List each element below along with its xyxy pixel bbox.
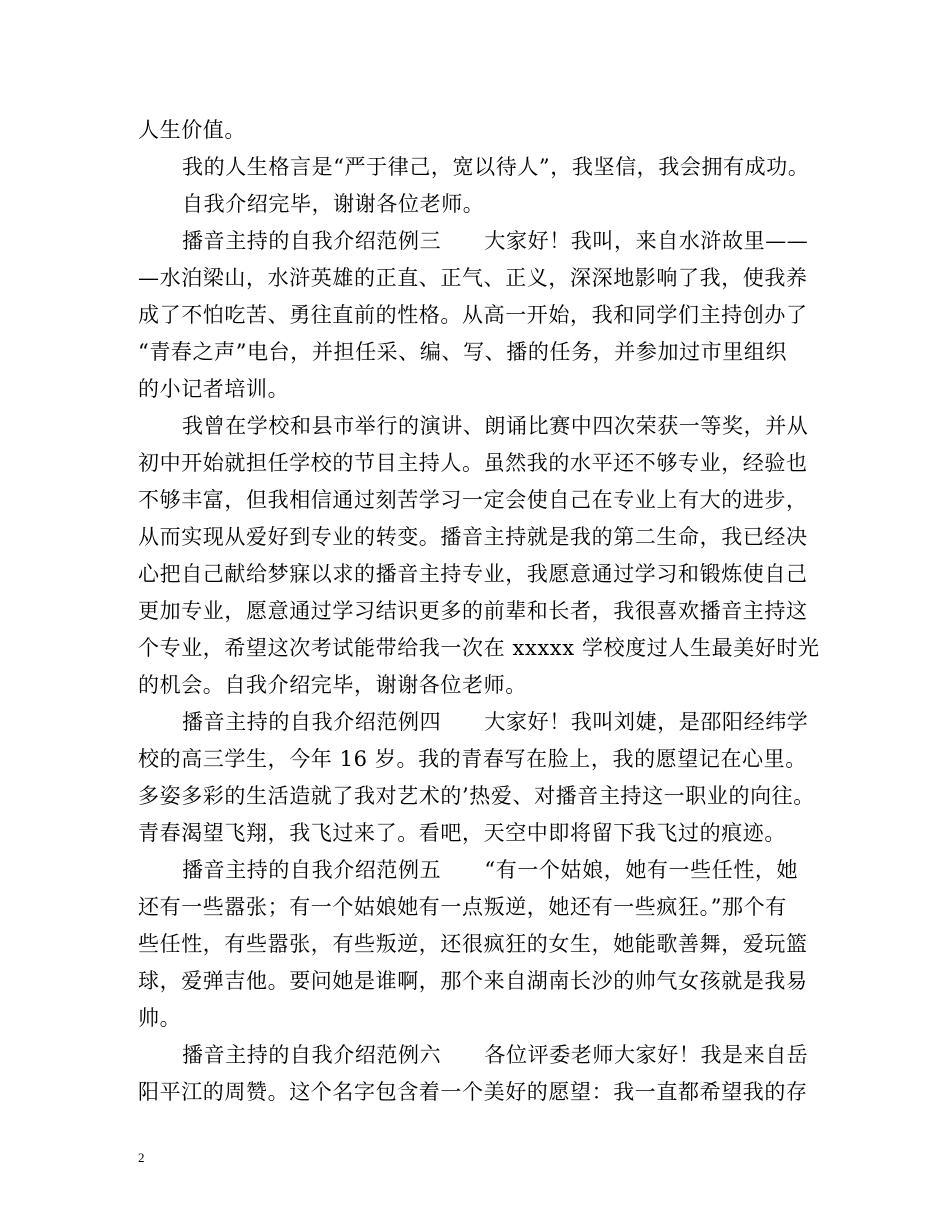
- text-line-21: 播音主持的自我介绍范例五 “有一个姑娘，她有一些任性，她: [182, 858, 799, 882]
- text-line-7: “青春之声”电台，并担任采、编、写、播的任务，并参加过市里组织: [138, 340, 788, 364]
- text-line-16: 的机会。自我介绍完毕，谢谢各位老师。: [138, 673, 527, 697]
- text-line-18: 校的高三学生，今年 16 岁。我的青春写在脸上，我的愿望记在心里。: [138, 747, 807, 771]
- text-line-2: 我的人生格言是“严于律己，宽以待人”，我坚信，我会拥有成功。: [182, 155, 810, 179]
- text-line-5: —水泊梁山，水浒英雄的正直、正气、正义，深深地影响了我，使我养: [138, 266, 808, 290]
- text-line-13: 心把自己献给梦寐以求的播音主持专业，我愿意通过学习和锻炼使自己: [138, 562, 808, 586]
- text-line-24: 球，爱弹吉他。要问她是谁啊，那个来自湖南长沙的帅气女孩就是我易: [138, 969, 808, 993]
- page-number: 2: [138, 1150, 145, 1165]
- text-line-8: 的小记者培训。: [138, 377, 290, 401]
- text-line-4: 播音主持的自我介绍范例三 大家好！我叫，来自水浒故里——: [182, 229, 809, 253]
- text-line-20: 青春渴望飞翔，我飞过来了。看吧，天空中即将留下我飞过的痕迹。: [138, 821, 786, 845]
- text-line-25: 帅。: [138, 1006, 182, 1030]
- body-text: [138, 112, 828, 1111]
- text-line-12: 从而实现从爱好到专业的转变。播音主持就是我的第二生命，我已经决: [138, 525, 808, 549]
- text-line-23: 些任性，有些嚣张，有些叛逆，还很疯狂的女生，她能歌善舞，爱玩篮: [138, 932, 808, 956]
- text-line-10: 初中开始就担任学校的节目主持人。虽然我的水平还不够专业，经验也: [138, 451, 808, 475]
- text-line-19: 多姿多彩的生活造就了我对艺术的’热爱、对播音主持这一职业的向往。: [138, 784, 815, 808]
- text-line-22: 还有一些嚣张；有一个姑娘她有一点叛逆，她还有一些疯狂。”那个有: [138, 895, 787, 919]
- text-line-11: 不够丰富，但我相信通过刻苦学习一定会使自己在专业上有大的进步，: [138, 488, 808, 512]
- text-line-9: 我曾在学校和县市举行的演讲、朗诵比赛中四次荣获一等奖，并从: [182, 414, 809, 438]
- text-line-3: 自我介绍完毕，谢谢各位老师。: [182, 192, 485, 216]
- text-line-1: 人生价值。: [138, 118, 246, 142]
- text-line-27: 阳平江的周赞。这个名字包含着一个美好的愿望：我一直都希望我的存: [138, 1080, 808, 1104]
- text-line-14: 更加专业，愿意通过学习结识更多的前辈和长者，我很喜欢播音主持这: [138, 599, 808, 623]
- text-line-15: 个专业，希望这次考试能带给我一次在 xxxxx 学校度过人生最美好时光: [138, 636, 820, 660]
- text-line-6: 成了不怕吃苦、勇往直前的性格。从高一开始，我和同学们主持创办了: [138, 303, 808, 327]
- text-line-26: 播音主持的自我介绍范例六 各位评委老师大家好！我是来自岳: [182, 1043, 809, 1067]
- text-line-17: 播音主持的自我介绍范例四 大家好！我叫刘婕，是邵阳经纬学: [182, 710, 809, 734]
